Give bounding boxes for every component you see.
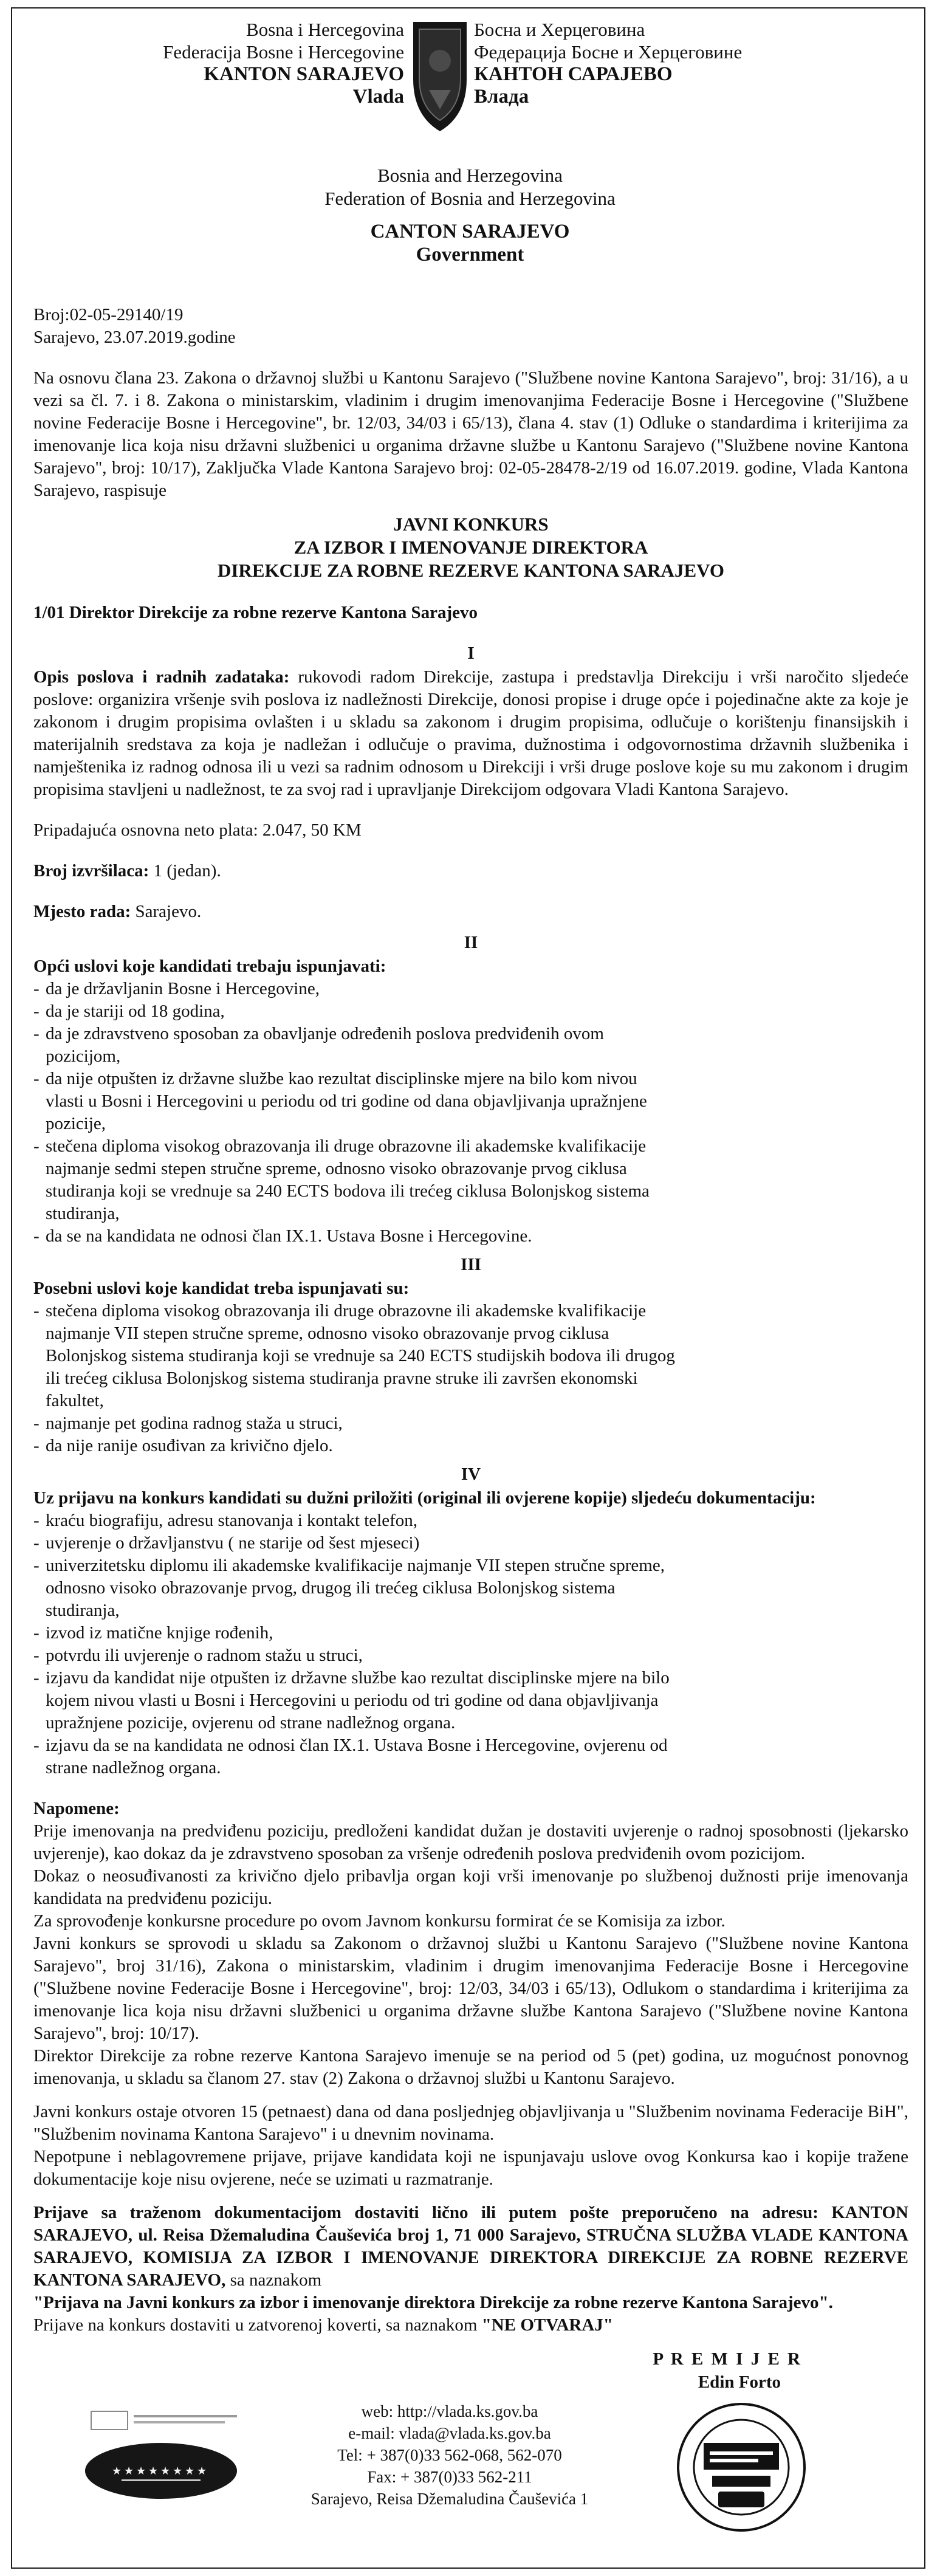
- special-conditions-list: [33, 1300, 908, 1457]
- footer-email-link[interactable]: e-mail: vlada@vlada.ks.gov.ba: [348, 2424, 551, 2442]
- svg-text:★: ★: [112, 2465, 122, 2478]
- header-federation-en: Federation of Bosnia and Herzegovina: [324, 188, 616, 209]
- tuv-cert-seal-icon: [674, 2400, 808, 2534]
- header-country-en: Bosnia and Herzegovina: [377, 165, 563, 186]
- footer-web-link[interactable]: web: http://vlada.ks.gov.ba: [361, 2402, 538, 2420]
- header-government: Vlada: [352, 86, 404, 108]
- signature-name: Edin Forto: [698, 2372, 781, 2392]
- section-numeral-1: I: [467, 644, 475, 663]
- duties-paragraph: [33, 666, 908, 801]
- svg-text:★: ★: [197, 2465, 207, 2478]
- submission-paragraph: [33, 2202, 908, 2292]
- notes-paragraph: Javni konkurs se sprovodi u skladu sa Zakonom o državnoj službi u Kantonu Sarajevo ("Službene novine Kantona Sarajevo", broj 31/16), Zakona o ministarskim, vladinim i drugim imenovanjima Federacije Bosne i Hercegovine ("Službene novine Federacije Bosne i Hercegovine", broj: 12/03, 34/03 i 65/13), Odlukom o standardima i kriterijima za imenovanje lica koja nisu državni službenici u organima državne službe Kantona Sarajevo ("Službene novine Kantona Sarajevo", broj: 10/17).: [33, 1934, 908, 2043]
- notes-paragraph: Za sprovođenje konkursne procedure po ovom Javnom konkursu formirat će se Komisija za izbor.: [33, 1911, 726, 1931]
- location-label: Mjesto rada:: [33, 902, 131, 921]
- salary-line: Pripadajuća osnovna neto plata: 2.047, 50 KM: [33, 820, 362, 840]
- general-conditions-list: [33, 978, 908, 1248]
- section-numeral-4: IV: [461, 1465, 481, 1484]
- notes-paragraph: Javni konkurs ostaje otvoren 15 (petnaest) dana od dana posljednjeg objavljivanja u "Službenim novinama Federacije BiH", "Službenim novinama Kantona Sarajevo" i u dnevnim novinama.: [33, 2102, 908, 2144]
- letterhead: [0, 18, 940, 134]
- svg-text:★: ★: [173, 2465, 183, 2478]
- executors-value: 1 (jedan).: [149, 861, 221, 881]
- notes-paragraph: Dokaz o neosuđivanosti za krivično djelo pribavlja organ koji vrši imenovanje po službenoj dužnosti prije imenovanja kandidata na predviđenu poziciju.: [33, 1866, 908, 1908]
- title-line-3: DIREKCIJE ZA ROBNE REZERVE KANTONA SARAJEVO: [217, 560, 725, 581]
- general-conditions-heading: Opći uslovi koje kandidati trebaju ispunjavati:: [33, 957, 386, 976]
- list-item: - da se na kandidata ne odnosi član IX.1. Ustava Bosne i Hercegovine.: [33, 1225, 678, 1248]
- location-line: [33, 901, 908, 923]
- submission-address: Prijave sa traženom dokumentacijom dostaviti lično ili putem pošte preporučeno na adresu: KANTON SARAJEVO, ul. Reisa Džemaludina Čauševića broj 1, 71 000 Sarajevo, STRUČNA SLUŽBA VLADE KANTONA SARAJEVO, KOMISIJA ZA IZBOR I IMENOVANJE DIREKTORA DIREKCIJE ZA ROBNE REZERVE KANTONA SARAJEVO,: [33, 2203, 908, 2290]
- footer-address: Sarajevo, Reisa Džemaludina Čauševića 1: [310, 2490, 589, 2508]
- position-heading: 1/01 Direktor Direkcije za robne rezerve Kantona Sarajevo: [33, 603, 478, 622]
- footer-fax: Fax: + 387(0)33 562-211: [367, 2468, 532, 2486]
- envelope-note: [33, 2314, 908, 2337]
- list-item: - da nije ranije osuđivan za krivično djelo.: [33, 1435, 678, 1457]
- documents-heading: Uz prijavu na konkurs kandidati su dužni priložiti (original ili ovjerene kopije) sljedeću dokumentaciju:: [33, 1488, 816, 1508]
- list-item: - da je zdravstveno sposoban za obavljanje određenih poslova predviđenih ovom pozicijom,: [33, 1023, 678, 1068]
- reference-date: Sarajevo, 23.07.2019.godine: [33, 328, 236, 347]
- list-item: - uvjerenje o državljanstvu ( ne starije od šest mjeseci): [33, 1532, 678, 1554]
- list-item: - da je državljanin Bosne i Hercegovine,: [33, 978, 678, 1000]
- special-conditions-heading: Posebni uslovi koje kandidat treba ispunjavati su:: [33, 1279, 410, 1298]
- document-title: [33, 513, 908, 582]
- svg-text:★: ★: [185, 2465, 195, 2478]
- section-numeral-3: III: [461, 1255, 481, 1274]
- title-line-2: ZA IZBOR I IMENOVANJE DIREKTORA: [293, 537, 648, 558]
- list-item: - izvod iz matične knjige rođenih,: [33, 1622, 678, 1644]
- documents-list: [33, 1510, 908, 1779]
- envelope-text: Prijave na konkurs dostaviti u zatvorenoj koverti, sa naznakom: [33, 2315, 482, 2335]
- svg-text:★: ★: [124, 2465, 134, 2478]
- footer: [0, 2400, 940, 2552]
- header-country-cyr: Босна и Херцеговина: [474, 19, 645, 40]
- svg-text:★: ★: [148, 2465, 159, 2478]
- letterhead-latin: [52, 18, 404, 108]
- duties-label: Opis poslova i radnih zadataka:: [33, 667, 290, 687]
- eu-stars-logo-icon: [85, 2443, 237, 2499]
- notes-paragraph: Direktor Direkcije za robne rezerve Kantona Sarajevo imenuje se na period od 5 (pet) godina, uz mogućnost ponovnog imenovanja, u skladu sa članom 27. stav (2) Zakona o državnoj službi u Kantonu Sarajevo.: [33, 2046, 908, 2088]
- small-emblem-icon: [79, 2400, 243, 2437]
- list-item: - da nije otpušten iz državne službe kao rezultat disciplinske mjere na bilo kom nivou vlasti u Bosni i Hercegovini u periodu od tri godine od dana objavljivanja upražnjene pozicije,: [33, 1068, 678, 1135]
- header-federation: Federacija Bosne i Hercegovine: [163, 41, 404, 63]
- list-item: - kraću biografiju, adresu stanovanja i kontakt telefon,: [33, 1510, 678, 1532]
- canton-name: CANTON SARAJEVO: [370, 221, 570, 242]
- list-item: - izjavu da kandidat nije otpušten iz državne službe kao rezultat disciplinske mjere na bilo kojem nivou vlasti u Bosni i Hercegovini u periodu od tri godine od dana objavljivanja upražnjene pozicije, ovjerenu od strane nadležnog organa.: [33, 1667, 678, 1734]
- envelope-mark: "NE OTVARAJ": [481, 2315, 613, 2335]
- english-header: [0, 164, 940, 210]
- list-item: - potvrdu ili uvjerenje o radnom stažu u struci,: [33, 1644, 678, 1667]
- footer-phone: Tel: + 387(0)33 562-068, 562-070: [337, 2446, 562, 2464]
- list-item: - stečena diploma visokog obrazovanja ili druge obrazovne ili akademske kvalifikacije najmanje VII stepen stručne spreme, odnosno visoko obrazovanje prvog ciklusa Bolonjskog sistema studiranja koji se vrednuje sa 240 ECTS studijskih bodova ili drugog ili trećeg ciklusa Bolonjskog sistema studiranja pravne struke ili završen ekonomski fakultet,: [33, 1300, 678, 1412]
- executors-line: [33, 860, 908, 882]
- list-item: - univerzitetsku diplomu ili akademske kvalifikacije najmanje VII stepen stručne spreme, odnosno visoko obrazovanje prvog, drugog ili trećeg ciklusa Bolonjskog sistema studiranja,: [33, 1554, 678, 1622]
- header-canton-cyr: КАНТОН САРАЈЕВО: [474, 63, 673, 85]
- notes-paragraph: Prije imenovanja na predviđenu poziciju, predloženi kandidat dužan je dostaviti uvjerenje o radnoj sposobnosti (ljekarsko uvjerenje), kao dokaz da je zdravstveno sposoban za vršenje određenih poslova predviđenih ovom pozicijom.: [33, 1821, 908, 1863]
- signature-title: P R E M I J E R: [653, 2349, 802, 2369]
- header-canton: KANTON SARAJEVO: [204, 63, 404, 85]
- coat-of-arms-icon: [411, 18, 469, 134]
- canton-government: Government: [416, 244, 524, 266]
- header-government-cyr: Влада: [474, 86, 529, 108]
- header-federation-cyr: Федерација Босне и Херцеговине: [474, 41, 743, 63]
- submission-quote: "Prijava na Javni konkurs za izbor i imenovanje direktora Direkcije za robne rezerve Kantona Sarajevo".: [33, 2293, 833, 2312]
- header-country: Bosna i Hercegovina: [246, 19, 404, 40]
- section-numeral-2: II: [464, 933, 478, 952]
- document-body: [33, 304, 908, 2394]
- list-item: - izjavu da se na kandidata ne odnosi član IX.1. Ustava Bosne i Hercegovine, ovjerenu od strane nadležnog organa.: [33, 1734, 678, 1779]
- submission-tail: sa naznakom: [225, 2270, 322, 2290]
- svg-text:★: ★: [160, 2465, 171, 2478]
- list-item: - stečena diploma visokog obrazovanja ili druge obrazovne ili akademske kvalifikacije najmanje sedmi stepen stručne spreme, odnosno visoko obrazovanje prvog ciklusa studiranja koji se vrednuje sa 240 ECTS bodova ili trećeg ciklusa Bolonjskog sistema studiranja,: [33, 1135, 678, 1225]
- canton-header: [0, 220, 940, 266]
- notes-paragraph: Nepotpune i neblagovremene prijave, prijave kandidata koji ne ispunjavaju uslove ovog Konkursa kao i kopije tražene dokumentacije koje nisu ovjerene, neće se uzimati u razmatranje.: [33, 2147, 908, 2189]
- executors-label: Broj izvršilaca:: [33, 861, 149, 881]
- intro-paragraph: Na osnovu člana 23. Zakona o državnoj službi u Kantonu Sarajevo ("Službene novine Kantona Sarajevo", broj: 31/16), a u vezi sa čl. 7. i 8. Zakona o ministarskim, vladinim i drugim imenovanjima Federacije Bosne i Hercegovine ("Službene novine Federacije Bosne i Hercegovine", br. 12/03, 34/03 i 65/13), člana 4. stav (1) Odluke o standardima i kriterijima za imenovanje lica koja nisu državni službenici u organima državne službe u Kantonu Sarajevo ("Službene novine Kantona Sarajevo", broj: 10/17), Zaključka Vlade Kantona Sarajevo broj: 02-05-28478-2/19 od 16.07.2019. godine, Vlada Kantona Sarajevo, raspisuje: [33, 368, 908, 500]
- contact-block: [267, 2400, 632, 2510]
- location-value: Sarajevo.: [131, 902, 202, 921]
- list-item: - najmanje pet godina radnog staža u struci,: [33, 1412, 678, 1435]
- list-item: - da je stariji od 18 godina,: [33, 1000, 678, 1023]
- duties-text: rukovodi radom Direkcije, zastupa i predstavlja Direkciju i vrši naročito sljedeće poslove: organizira vršenje svih poslova iz nadležnosti Direkcije, donosi propise i druge opće i pojedinačne akte za koje je zakonom i drugim propisima ovlašten i u skladu sa zakonom i drugim propisima, odlučuje o korištenju finansijskih i materijalnih sredstava za koja je nadležan i odlučuje o pravima, dužnostima i odgovornostima državnih službenika i namještenika iz radnog odnosa ili u vezi sa radnim odnosom u Direkciji i vrši druge poslove koje su mu zakonom i drugim propisima stavljeni u nadležnost, te za svoj rad i upravljanje Direkcijom odgovara Vladi Kantona Sarajevo.: [33, 667, 908, 799]
- notes-heading: Napomene:: [33, 1799, 120, 1818]
- svg-text:★: ★: [136, 2465, 146, 2478]
- title-line-1: JAVNI KONKURS: [393, 513, 549, 535]
- reference-number: Broj:02-05-29140/19: [33, 305, 184, 325]
- letterhead-cyrillic: [474, 18, 826, 108]
